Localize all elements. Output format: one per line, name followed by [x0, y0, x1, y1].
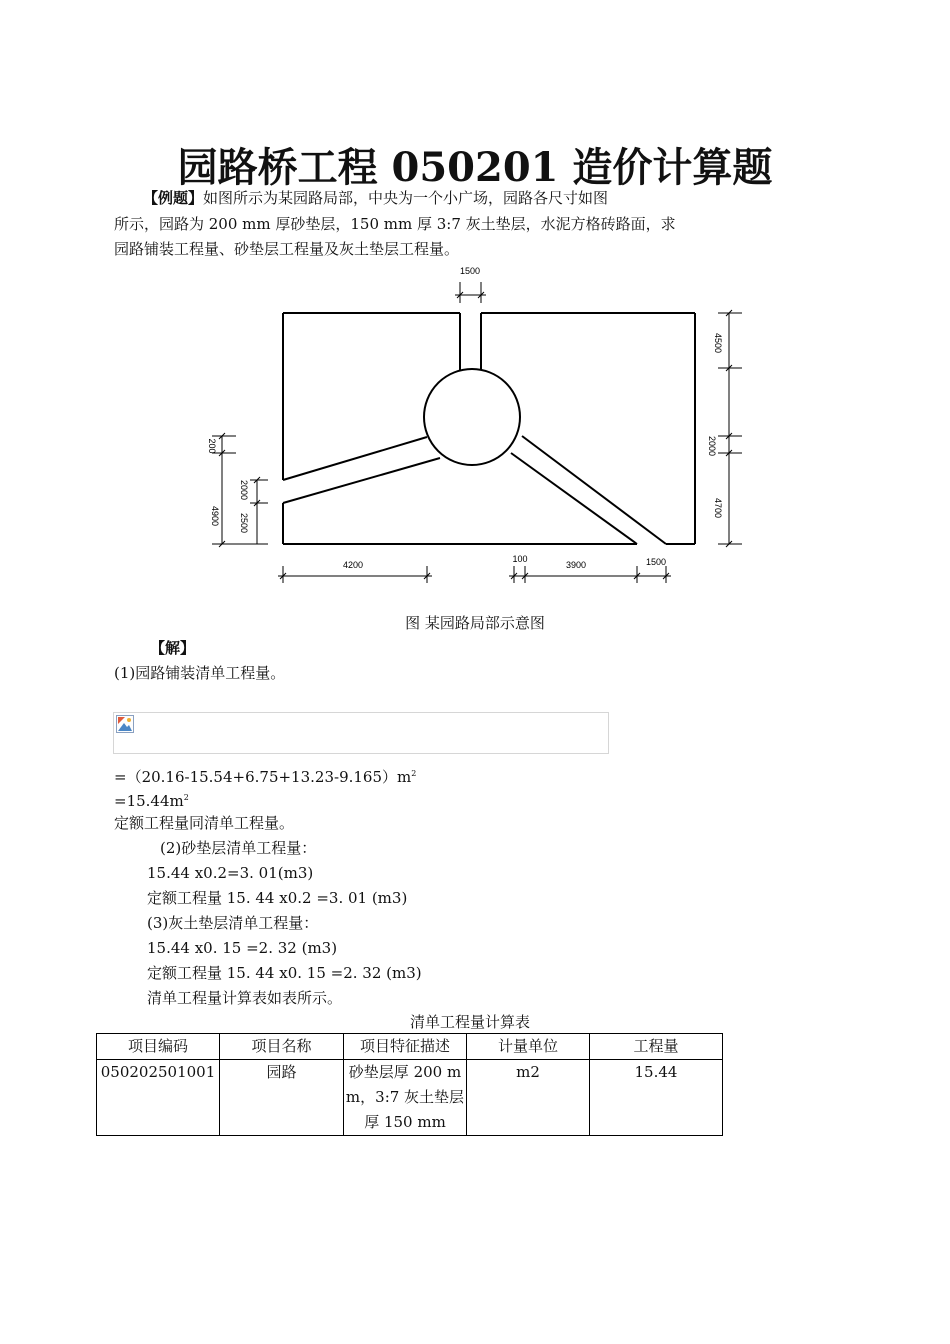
table-caption: 清单工程量计算表 [410, 1013, 531, 1031]
figure-caption: 图 某园路局部示意图 [405, 614, 545, 632]
solution-step-3-quota: 定额工程量 15. 44 x0. 15 =2. 32 (m3) [147, 964, 422, 982]
solution-step-3: (3)灰土垫层清单工程量： [147, 914, 319, 932]
formula-line-1-sup: 2 [411, 769, 417, 778]
solution-step-2: (2)砂垫层清单工程量： [160, 839, 317, 857]
table-cell-qty: 15.44 [590, 1060, 723, 1136]
example-text-1: 如图所示为某园路局部，中央为一个小广场，园路各尺寸如图 [203, 189, 609, 207]
garden-path-diagram [190, 258, 760, 598]
dim-bottom-1500-label: 1500 [645, 557, 667, 567]
dim-right-bottom-label: 4700 [713, 497, 723, 519]
table-header-cell: 项目特征描述 [344, 1034, 467, 1060]
dim-right-top-label: 4500 [713, 332, 723, 354]
table-header-cell: 项目编码 [97, 1034, 220, 1060]
table-header-row [97, 1034, 723, 1060]
solution-step-2-quota: 定额工程量 15. 44 x0.2 =3. 01 (m3) [147, 889, 408, 907]
table-note: 清单工程量计算表如表所示。 [147, 989, 343, 1007]
diagram-outline [283, 313, 695, 544]
dim-right-mid-label: 2000 [707, 435, 717, 457]
quota-same-text: 定额工程量同清单工程量。 [114, 814, 295, 832]
dim-top-label: 1500 [459, 266, 481, 276]
example-line-3: 园路铺装工程量、砂垫层工程量及灰土垫层工程量。 [114, 240, 460, 258]
table-cell-unit: m2 [467, 1060, 590, 1136]
example-line-2: 所示，园路为 200 mm 厚砂垫层，150 mm 厚 3:7 灰土垫层，水泥方格砖路面，求 [114, 215, 676, 233]
solution-step-1: (1)园路铺装清单工程量。 [114, 664, 286, 682]
solution-step-3-calc: 15.44 x0. 15 =2. 32 (m3) [147, 939, 338, 957]
solution-label: 【解】 [150, 639, 196, 657]
table-row [97, 1060, 723, 1136]
calc-table [96, 1033, 723, 1136]
table-cell-name: 园路 [220, 1060, 344, 1136]
dim-bottom-100-label: 100 [512, 554, 528, 564]
formula-line-2 [114, 786, 189, 813]
formula-line-2-sup: 2 [183, 793, 189, 802]
formula-image-placeholder [113, 712, 609, 754]
dim-left-top-label: 200 [207, 438, 217, 454]
table-header-cell: 工程量 [590, 1034, 723, 1060]
broken-image-icon [116, 715, 134, 733]
formula-line-2-text: =15.44m [114, 792, 184, 810]
table-header-cell: 项目名称 [220, 1034, 344, 1060]
table-cell-desc: 砂垫层厚 200 mm，3:7 灰土垫层厚 150 mm [344, 1060, 467, 1136]
table-cell-code: 050202501001 [97, 1060, 220, 1136]
dim-left-low-label: 2500 [239, 512, 249, 534]
formula-line-1 [114, 762, 416, 789]
example-line-1 [143, 186, 608, 210]
formula-line-1-text: =（20.16-15.54+6.75+13.23-9.165）m [114, 768, 412, 786]
dim-left-total-label: 4900 [210, 505, 220, 527]
solution-step-2-calc: 15.44 x0.2=3. 01(m3) [147, 864, 314, 882]
table-header-cell: 计量单位 [467, 1034, 590, 1060]
dim-bottom-3900-label: 3900 [565, 560, 587, 570]
dim-left-mid-label: 2000 [239, 479, 249, 501]
example-label: 【例题】 [143, 189, 204, 207]
dim-bottom-left-label: 4200 [342, 560, 364, 570]
page-title: 园路桥工程 050201 造价计算题 [177, 144, 773, 191]
